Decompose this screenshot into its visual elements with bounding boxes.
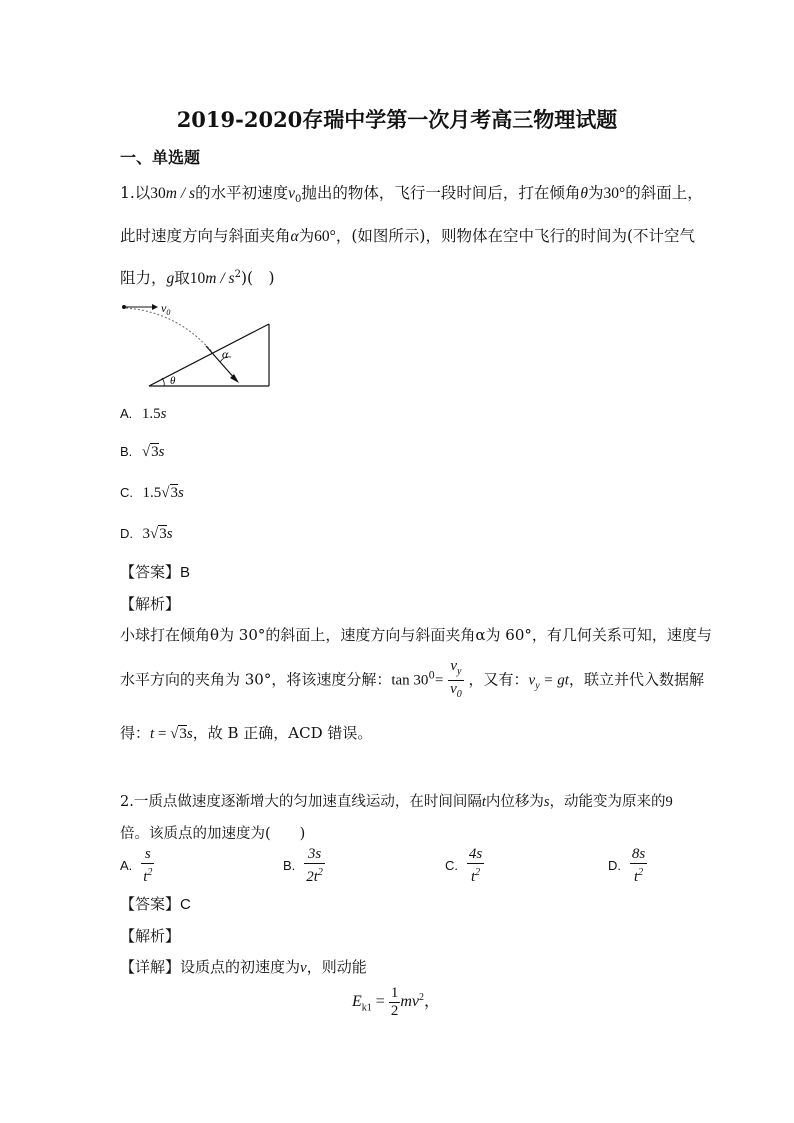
alpha-label: α — [222, 347, 229, 361]
projectile-incline-figure — [118, 298, 278, 390]
q1-option-c[interactable]: C. 1.5√3s — [120, 485, 184, 501]
velocity-arrow — [206, 346, 236, 380]
q1-analysis-line1: 小球打在倾角θ为 30°的斜面上，速度方向与斜面夹角α为 60°，有几何关系可知，速度与 — [120, 626, 712, 644]
q2-detail-line: 【详解】设质点的初速度为v，则动能 — [120, 958, 367, 976]
q2-option-c[interactable]: C. $\frac{4s}{t^2}$ — [445, 846, 483, 885]
q2-option-d[interactable]: D. $\frac{8s}{t^2}$ — [608, 846, 646, 885]
v0-label: $v_0$ — [161, 301, 171, 317]
q2-line1: 2.一质点做速度逐渐增大的匀加速直线运动，在时间间隔t内位移为s，动能变为原来的9 — [120, 794, 673, 810]
q2-analysis-tag: 【解析】 — [120, 928, 181, 945]
q1-line2: 此时速度方向与斜面夹角α为60°，(如图所示)，则物体在空中飞行的时间为(不计空气 — [120, 227, 696, 245]
q1-analysis-line3: 得：t = √3s，故 B 正确，ACD 错误。 — [120, 724, 373, 742]
q1-analysis-tag: 【解析】 — [120, 596, 181, 613]
q2-option-b[interactable]: B. $\frac{3s}{2t^2}$ — [283, 846, 323, 885]
q1-answer: 【答案】B — [120, 564, 191, 581]
kinetic-energy-equation: $E_{k1}$ = $\frac{1}{2}$ $mv^2$， — [352, 985, 440, 1019]
v0-arrow-icon — [152, 304, 158, 310]
q1-line1: 1.以30m / s的水平初速度$v_0$抛出的物体，飞行一段时间后，打在倾角θ为30°的斜面上， — [120, 184, 703, 206]
incline-slope — [149, 324, 269, 386]
q1-option-a[interactable]: A. 1.5s — [120, 406, 167, 422]
q2-option-a[interactable]: A. $\frac{s}{t^2}$ — [120, 846, 153, 885]
q1-option-d[interactable]: D. 3√3s — [120, 526, 173, 542]
theta-label: θ — [170, 375, 176, 387]
page-title: 2019-2020存瑞中学第一次月考高三物理试题 — [176, 107, 618, 132]
q1-analysis-line2: 水平方向的夹角为 30°，将该速度分解：$\tan 30^0=$ $\frac{v_y}{v_0}$ ，又有：$v_y$ = gt，联立并代入数据解 — [120, 658, 704, 703]
section-heading: 一、单选题 — [120, 148, 201, 167]
tan-fraction: $\frac{v_y}{v_0}$ — [450, 658, 462, 700]
q2-line2: 倍。该质点的加速度为( ) — [120, 826, 306, 842]
q1-option-b[interactable]: B. √3s — [120, 444, 165, 460]
q1-line3: 阻力，g取$10m / s^2$)( ) — [120, 268, 275, 287]
q2-answer: 【答案】C — [120, 896, 191, 913]
